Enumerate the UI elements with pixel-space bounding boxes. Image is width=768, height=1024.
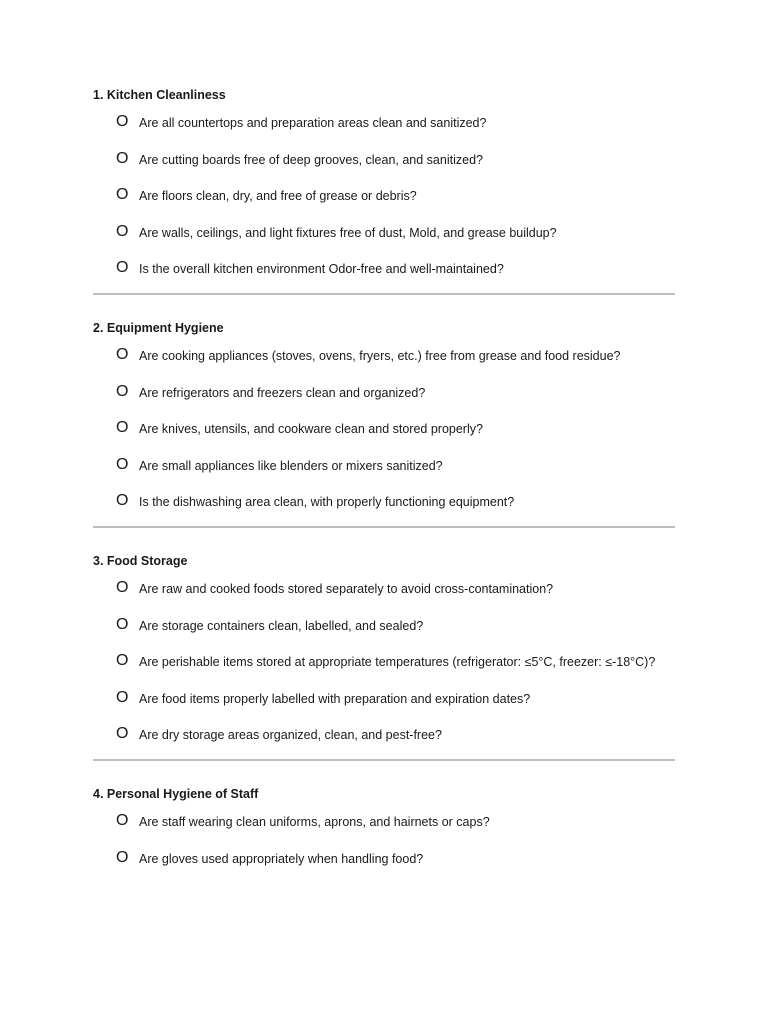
item-text: Are perishable items stored at appropriate temperatures (refrigerator: ≤5°C, freezer: ≤-18°C)? <box>139 655 656 669</box>
circle-bullet-icon: O <box>116 113 129 130</box>
list-item <box>93 223 675 244</box>
circle-bullet-icon: O <box>116 222 129 240</box>
list-item <box>93 113 675 134</box>
list-item <box>93 652 675 673</box>
checklist <box>93 812 675 870</box>
item-text: Are floors clean, dry, and free of grease or debris? <box>139 189 417 203</box>
section-divider <box>93 293 675 295</box>
circle-bullet-icon: O <box>116 615 129 633</box>
circle-bullet-icon: O <box>116 492 129 509</box>
section-title: 4. Personal Hygiene of Staff <box>93 787 259 801</box>
list-item <box>93 259 675 280</box>
item-text: Are staff wearing clean uniforms, aprons, and hairnets or caps? <box>139 815 490 829</box>
circle-bullet-icon: O <box>116 848 129 866</box>
section-food-storage <box>93 553 675 746</box>
item-text: Are cutting boards free of deep grooves, clean, and sanitized? <box>139 152 483 167</box>
circle-bullet-icon: O <box>116 419 129 436</box>
circle-bullet-icon: O <box>116 382 129 400</box>
section-personal-hygiene <box>93 786 675 870</box>
item-text: Are raw and cooked foods stored separately to avoid cross-contamination? <box>139 582 554 596</box>
checklist-document <box>93 87 675 870</box>
circle-bullet-icon: O <box>116 812 129 829</box>
list-item <box>93 186 675 207</box>
section-equipment-hygiene <box>93 320 675 513</box>
section-divider <box>93 526 675 528</box>
section-title: 3. Food Storage <box>93 554 188 568</box>
circle-bullet-icon: O <box>116 725 129 742</box>
list-item <box>93 812 675 833</box>
item-text: Are gloves used appropriately when handling food? <box>139 851 424 866</box>
circle-bullet-icon: O <box>116 688 129 706</box>
list-item <box>93 492 675 513</box>
checklist <box>93 346 675 513</box>
item-text: Is the overall kitchen environment Odor-free and well-maintained? <box>139 262 504 276</box>
circle-bullet-icon: O <box>116 652 129 669</box>
list-item <box>93 456 675 477</box>
circle-bullet-icon: O <box>116 149 129 167</box>
section-title: 2. Equipment Hygiene <box>93 321 224 335</box>
item-text: Are all countertops and preparation areas clean and sanitized? <box>139 116 487 130</box>
list-item <box>93 346 675 367</box>
section-divider <box>93 759 675 761</box>
item-text: Are food items properly labelled with preparation and expiration dates? <box>139 691 531 706</box>
list-item <box>93 419 675 440</box>
list-item <box>93 579 675 600</box>
section-kitchen-cleanliness <box>93 87 675 280</box>
checklist <box>93 579 675 746</box>
list-item <box>93 150 675 171</box>
circle-bullet-icon: O <box>116 579 129 596</box>
checklist <box>93 113 675 280</box>
item-text: Are knives, utensils, and cookware clean and stored properly? <box>139 422 483 436</box>
section-title: 1. Kitchen Cleanliness <box>93 88 226 102</box>
item-text: Are cooking appliances (stoves, ovens, fryers, etc.) free from grease and food residue? <box>139 349 621 363</box>
list-item <box>93 689 675 710</box>
list-item <box>93 849 675 870</box>
circle-bullet-icon: O <box>116 455 129 473</box>
item-text: Are storage containers clean, labelled, and sealed? <box>139 618 424 633</box>
item-text: Is the dishwashing area clean, with properly functioning equipment? <box>139 495 515 509</box>
list-item <box>93 383 675 404</box>
item-text: Are small appliances like blenders or mixers sanitized? <box>139 458 443 473</box>
list-item <box>93 616 675 637</box>
list-item <box>93 725 675 746</box>
item-text: Are refrigerators and freezers clean and organized? <box>139 385 426 400</box>
circle-bullet-icon: O <box>116 346 129 363</box>
item-text: Are dry storage areas organized, clean, and pest-free? <box>139 728 442 742</box>
circle-bullet-icon: O <box>116 186 129 203</box>
item-text: Are walls, ceilings, and light fixtures free of dust, Mold, and grease buildup? <box>139 225 557 240</box>
circle-bullet-icon: O <box>116 259 129 276</box>
